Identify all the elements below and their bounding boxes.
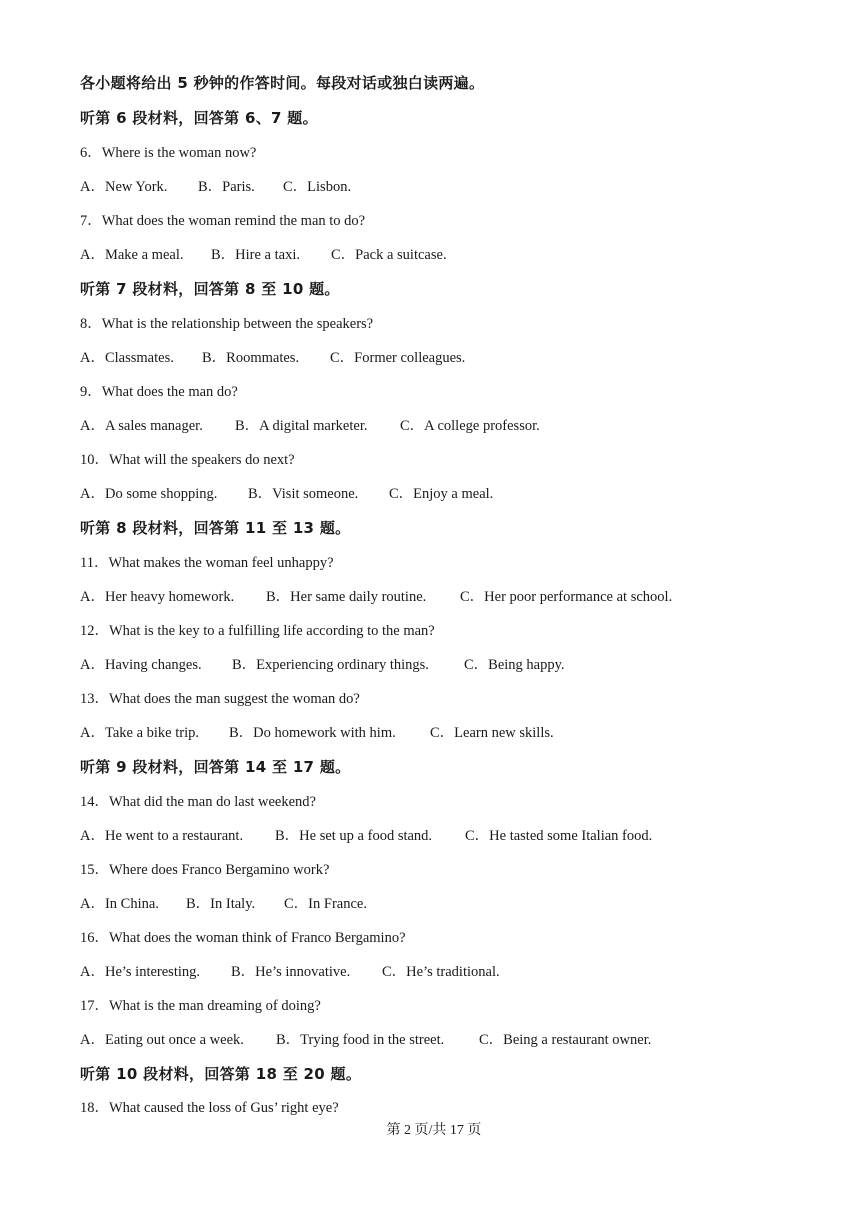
option-b: B．Her same daily routine. [266, 589, 427, 605]
question-options [80, 1031, 651, 1049]
question-stem: 7．What does the woman remind the man to do? [80, 213, 366, 229]
question-stem: 8．What is the relationship between the speakers? [80, 316, 374, 332]
option-c: C．Former colleagues. [330, 350, 466, 366]
option-a: A．Eating out once a week. [80, 1032, 244, 1048]
option-c: C．In France. [284, 896, 367, 912]
option-c: C．Being a restaurant owner. [479, 1032, 652, 1048]
option-a: A．Classmates. [80, 350, 174, 366]
question-stem: 14．What did the man do last weekend? [80, 794, 316, 810]
option-a: A．He went to a restaurant. [80, 828, 244, 844]
question-stem: 17．What is the man dreaming of doing? [80, 998, 321, 1014]
question-options [80, 246, 447, 264]
question-stem: 16．What does the woman think of Franco Bergamino? [80, 930, 406, 946]
option-a: A．He’s interesting. [80, 964, 201, 980]
option-a: A．A sales manager. [80, 418, 203, 434]
section-heading: 听第 10 段材料，回答第 18 至 20 题。 [80, 1065, 362, 1083]
option-b: B．Experiencing ordinary things. [232, 657, 429, 673]
option-a: A．In China. [80, 896, 159, 912]
option-a: A．New York. [80, 179, 168, 195]
question-stem: 12．What is the key to a fulfilling life according to the man? [80, 623, 435, 639]
option-c: C．He’s traditional. [382, 964, 500, 980]
option-a: A．Her heavy homework. [80, 589, 235, 605]
question-stem: 18．What caused the loss of Gus’ right eye? [80, 1100, 339, 1116]
question-options [80, 656, 565, 674]
option-c: C．Being happy. [464, 657, 565, 673]
option-c: C．Her poor performance at school. [460, 589, 673, 605]
question-options [80, 417, 540, 435]
section-heading: 听第 7 段材料，回答第 8 至 10 题。 [80, 280, 340, 298]
question-options [80, 895, 367, 913]
section-heading: 听第 9 段材料，回答第 14 至 17 题。 [80, 758, 351, 776]
option-b: B．He set up a food stand. [275, 828, 433, 844]
option-b: B．Hire a taxi. [211, 247, 300, 263]
question-stem: 15．Where does Franco Bergamino work? [80, 862, 330, 878]
question-options [80, 724, 554, 742]
option-b: B．Visit someone. [248, 486, 359, 502]
page-number: 第 2 页/共 17 页 [386, 1123, 482, 1138]
question-options [80, 827, 652, 845]
question-options [80, 485, 493, 503]
question-stem: 9．What does the man do? [80, 384, 238, 400]
question-options [80, 963, 500, 981]
option-b: B．He’s innovative. [231, 964, 351, 980]
option-a: A．Make a meal. [80, 247, 184, 263]
section-heading: 听第 6 段材料，回答第 6、7 题。 [80, 109, 318, 127]
option-c: C．Lisbon. [283, 179, 352, 195]
question-options [80, 178, 351, 196]
option-b: B．In Italy. [186, 896, 256, 912]
option-b: B．Roommates. [202, 350, 300, 366]
option-b: B．A digital marketer. [235, 418, 368, 434]
question-stem: 6．Where is the woman now? [80, 145, 257, 161]
question-options [80, 349, 465, 367]
section-heading: 听第 8 段材料，回答第 11 至 13 题。 [80, 519, 351, 537]
option-c: C．Enjoy a meal. [389, 486, 494, 502]
option-a: A．Take a bike trip. [80, 725, 199, 741]
option-c: C．A college professor. [400, 418, 540, 434]
option-c: C．Pack a suitcase. [331, 247, 447, 263]
question-stem: 10．What will the speakers do next? [80, 452, 295, 468]
option-a: A．Do some shopping. [80, 486, 218, 502]
question-stem: 11．What makes the woman feel unhappy? [80, 555, 334, 571]
option-a: A．Having changes. [80, 657, 202, 673]
question-options [80, 588, 672, 606]
option-b: B．Trying food in the street. [276, 1032, 445, 1048]
option-b: B．Do homework with him. [229, 725, 396, 741]
option-b: B．Paris. [198, 179, 255, 195]
question-stem: 13．What does the man suggest the woman do? [80, 691, 360, 707]
option-c: C．Learn new skills. [430, 725, 554, 741]
instruction-note: 各小题将给出 5 秒钟的作答时间。每段对话或独白读两遍。 [80, 74, 485, 92]
option-c: C．He tasted some Italian food. [465, 828, 653, 844]
